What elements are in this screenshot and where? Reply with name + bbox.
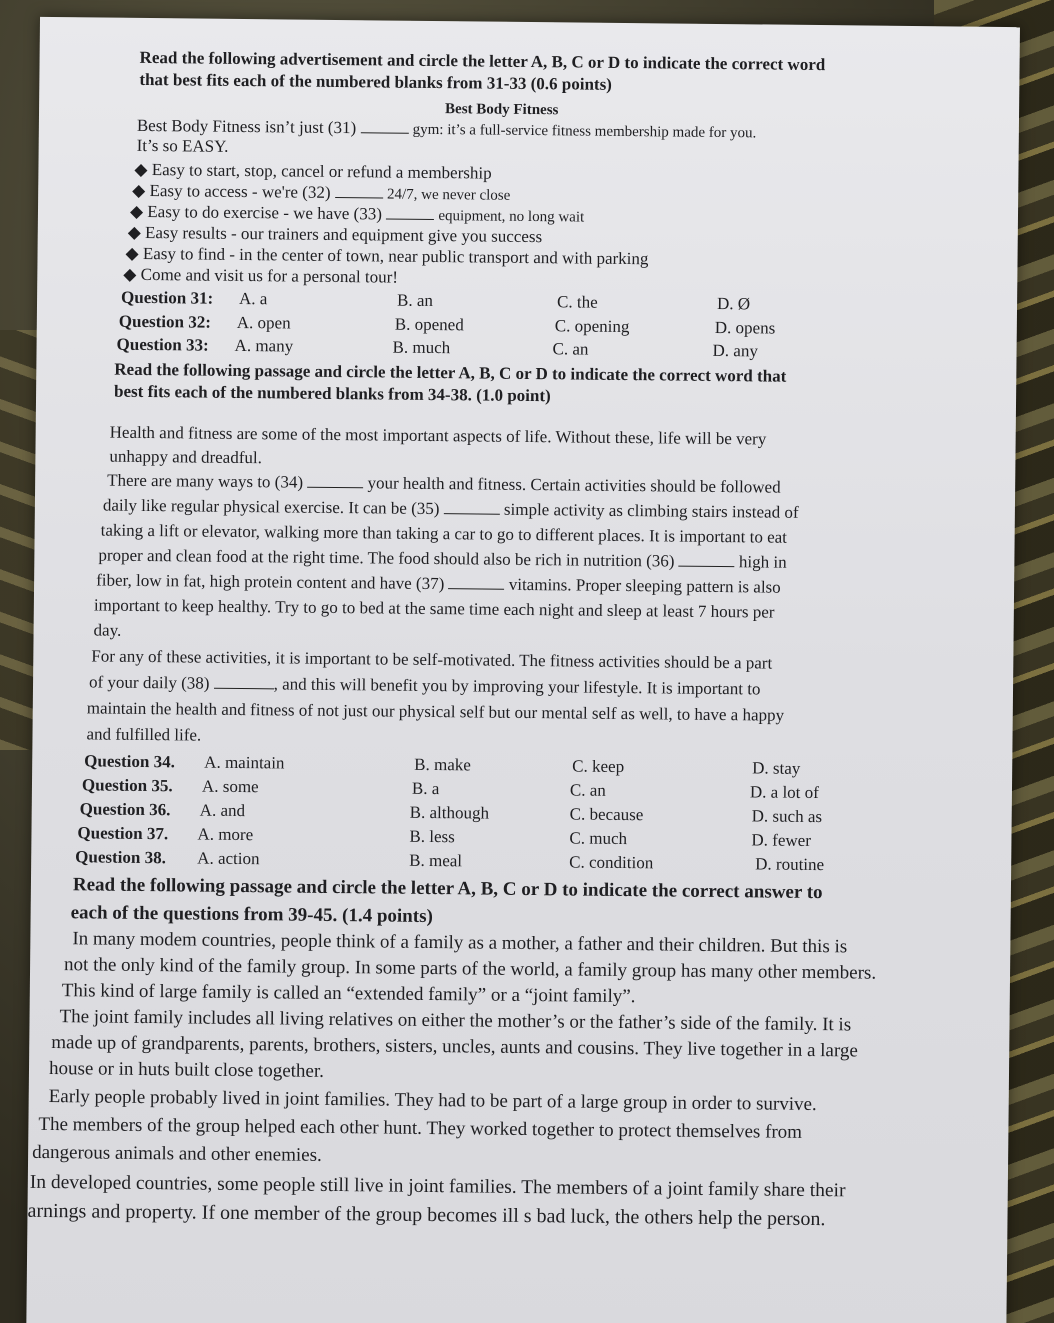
blank-32[interactable] — [335, 183, 383, 199]
section1-instruction-line2: that best fits each of the numbered blanks from 31-33 (0.6 points) — [139, 69, 612, 94]
passage-text: simple activity as climbing stairs instead of — [503, 499, 799, 522]
section2-instruction-line1: Read the following passage and circle the letter A, B, C or D to indicate the correct word that — [114, 359, 787, 386]
option-b[interactable]: B. much — [392, 337, 451, 358]
option-d[interactable]: D. a lot of — [749, 782, 819, 803]
option-c[interactable]: C. an — [569, 780, 606, 800]
passage3-line: In developed countries, some people still live in joint families. The members of a joint family share their — [29, 1171, 846, 1202]
passage-text: vitamins. Proper sleeping pattern is also — [508, 574, 781, 597]
passage-line: day. — [93, 620, 122, 640]
option-a[interactable]: A. action — [197, 848, 260, 869]
option-a[interactable]: A. open — [236, 312, 291, 333]
ad-title: Best Body Fitness — [444, 101, 559, 119]
blank-37[interactable] — [448, 574, 504, 590]
blank-34[interactable] — [307, 473, 363, 489]
section1-instruction-line1: Read the following advertisement and circle the letter A, B, C or D to indicate the correct word — [139, 47, 826, 75]
bullet-text-end: 24/7, we never close — [386, 186, 511, 204]
passage-line — [98, 545, 787, 574]
question-label: Question 35. — [81, 775, 173, 796]
passage-line: important to keep healthy. Try to go to bed at the same time each night and sleep at least 7 hours per — [93, 595, 775, 622]
section3-instruction-line2: each of the questions from 39-45. (1.4 points) — [70, 902, 433, 928]
bullet-text: Easy to find - in the center of town, near public transport and with parking — [142, 243, 649, 269]
passage-line — [107, 470, 781, 499]
passage3-line: house or in huts built close together. — [48, 1058, 325, 1082]
question-label: Question 37. — [77, 823, 169, 844]
worksheet-content — [27, 47, 980, 1231]
question-label: Question 36. — [79, 799, 171, 820]
question-label: Question 38. — [75, 847, 167, 868]
passage3-line: The joint family includes all living relatives on either the mother’s or the father’s side of the family. It is — [59, 1006, 852, 1036]
passage3-line: arnings and property. If one member of the group becomes ill s bad luck, the others help the person. — [27, 1199, 826, 1231]
option-d[interactable]: D. routine — [755, 854, 825, 875]
passage-line: maintain the health and fitness of not just our physical self but our mental self as well, to have a happy — [86, 698, 785, 725]
passage-text: your health and fitness. Certain activities should be followed — [367, 473, 781, 497]
passage-text: daily like regular physical exercise. It can be (35) — [102, 495, 440, 519]
question-label: Question 34. — [84, 751, 176, 772]
option-c[interactable]: C. opening — [554, 316, 630, 337]
option-a[interactable]: A. many — [234, 335, 294, 356]
blank-33[interactable] — [386, 205, 434, 221]
option-d[interactable]: D. fewer — [751, 830, 812, 850]
passage3-line: dangerous animals and other enemies. — [32, 1141, 322, 1166]
bullet-text-end: equipment, no long wait — [438, 208, 585, 226]
passage3-line: not the only kind of the family group. In some parts of the world, a family group has many other members. — [63, 954, 877, 984]
option-b[interactable]: B. although — [409, 802, 490, 823]
question-label: Question 33: — [116, 334, 209, 355]
option-b[interactable]: B. opened — [394, 314, 464, 335]
bullet-item: ◆ Easy to find - in the center of town, near public transport and with parking — [125, 243, 649, 269]
question-label: Question 32: — [118, 311, 212, 332]
passage3-line: This kind of large family is called an “extended family” or a “joint family”. — [61, 980, 636, 1008]
option-b[interactable]: B. make — [414, 754, 471, 775]
bullet-item: ◆ Easy to start, stop, cancel or refund a membership — [134, 159, 492, 183]
option-a[interactable]: A. and — [199, 800, 246, 821]
blank-35[interactable] — [444, 499, 500, 515]
option-d[interactable]: D. stay — [752, 758, 801, 778]
option-b[interactable]: B. meal — [409, 850, 463, 871]
ad-line1-end: gym: it’s a full-service fitness membership made for you. — [412, 121, 757, 142]
option-c[interactable]: C. an — [552, 339, 589, 359]
option-b[interactable]: B. an — [396, 290, 434, 310]
blank-31[interactable] — [360, 118, 408, 134]
passage-line: For any of these activities, it is important to be self-motivated. The fitness activities should be a part — [91, 646, 773, 673]
option-d[interactable]: D. Ø — [716, 293, 751, 314]
option-a[interactable]: A. more — [197, 824, 254, 845]
section2-instruction-line2: best fits each of the numbered blanks from 34-38. (1.0 point) — [114, 381, 551, 406]
option-d[interactable]: D. any — [712, 340, 758, 361]
passage-line: taking a lift or elevator, walking more than taking a car to go to different places. It is important to eat — [100, 520, 788, 547]
option-c[interactable]: C. the — [556, 292, 598, 312]
passage-line — [103, 495, 799, 524]
option-c[interactable]: C. because — [569, 804, 644, 825]
bullet-text: Easy to start, stop, cancel or refund a membership — [151, 160, 492, 183]
ad-line1-start: Best Body Fitness isn’t just (31) — [136, 115, 357, 138]
blank-38[interactable] — [214, 674, 274, 690]
section3-instruction-line1: Read the following passage and circle the letter A, B, C or D to indicate the correct answer to — [72, 874, 823, 904]
blank-36[interactable] — [679, 552, 735, 568]
question-label: Question 31: — [120, 287, 214, 308]
passage-line — [96, 569, 781, 598]
option-a[interactable]: A. maintain — [204, 752, 285, 773]
passage-text: of your daily (38) — [88, 672, 210, 693]
option-c[interactable]: C. keep — [572, 756, 625, 777]
passage-line: unhappy and dreadful. — [109, 446, 263, 468]
option-d[interactable]: D. opens — [714, 317, 776, 338]
bullet-item: ◆ Easy results - our trainers and equipment give you success — [127, 222, 543, 247]
ad-line2: It’s so EASY. — [136, 135, 229, 156]
option-c[interactable]: C. condition — [569, 852, 654, 873]
passage-text: , and this will benefit you by improving your lifestyle. It is important to — [273, 674, 761, 699]
worksheet-page — [26, 17, 1020, 1323]
bullet-item: ◆ Come and visit us for a personal tour! — [123, 264, 399, 287]
bullet-item: ◆ Easy to do exercise - we have (33) equipment, no long wait — [129, 201, 585, 226]
passage-line — [89, 671, 761, 700]
option-d[interactable]: D. such as — [751, 806, 823, 827]
bullet-text: Come and visit us for a personal tour! — [140, 264, 399, 287]
passage-text: proper and clean food at the right time. The food should also be rich in nutrition (36) — [98, 545, 675, 571]
passage3-line: In many modem countries, people think of a family as a mother, a father and their children. But this is — [72, 928, 848, 958]
passage-text: fiber, low in fat, high protein content and have (37) — [96, 570, 445, 594]
passage3-line: Early people probably lived in joint families. They had to be part of a large group in order to survive. — [48, 1086, 817, 1116]
passage3-line: The members of the group helped each other hunt. They worked together to protect themselves from — [38, 1113, 803, 1143]
ad-line1 — [137, 116, 757, 143]
passage3-line: made up of grandparents, parents, brothers, sisters, uncles, aunts and cousins. They live together in a large — [51, 1032, 858, 1062]
passage-line: Health and fitness are some of the most important aspects of life. Without these, life will be very — [109, 422, 767, 449]
passage-text: high in — [738, 552, 787, 572]
option-b[interactable]: B. less — [409, 826, 455, 847]
bullet-text: Easy to access - we're (32) — [149, 181, 331, 202]
passage-text: There are many ways to (34) — [107, 470, 304, 492]
option-a[interactable]: A. a — [238, 288, 268, 309]
option-c[interactable]: C. much — [569, 828, 628, 849]
bullet-item: ◆ Easy to access - we're (32) 24/7, we never close — [132, 180, 511, 204]
option-a[interactable]: A. some — [201, 776, 259, 797]
bullet-text: Easy results - our trainers and equipment give you success — [145, 222, 543, 247]
passage-line: and fulfilled life. — [86, 724, 202, 745]
option-b[interactable]: B. a — [411, 778, 440, 799]
bullet-text: Easy to do exercise - we have (33) — [147, 202, 383, 224]
